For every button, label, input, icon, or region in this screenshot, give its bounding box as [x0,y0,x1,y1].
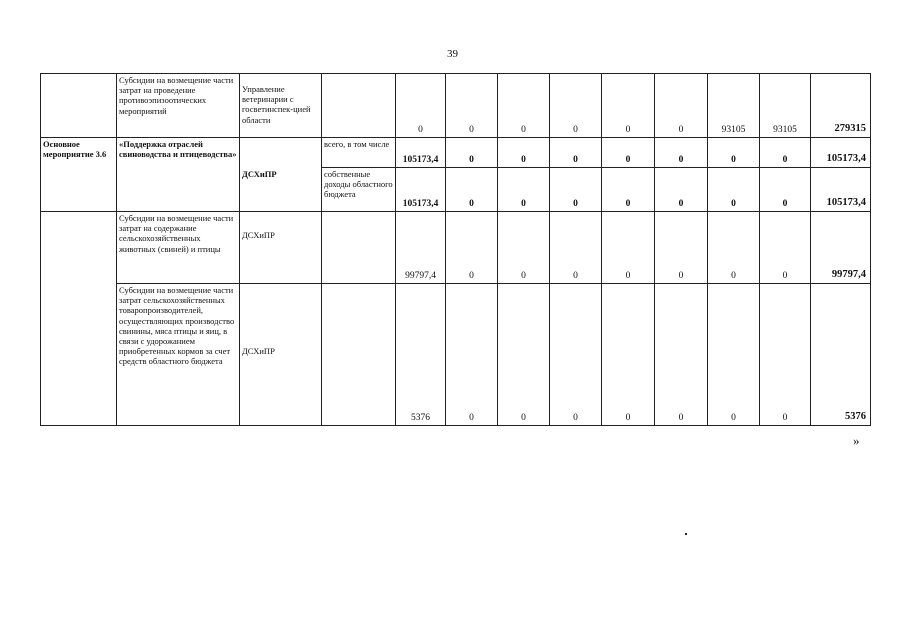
value-cell: 0 [446,168,498,212]
value-cell: 0 [708,212,760,284]
event-cell [41,74,117,138]
closing-quote: » [853,433,860,448]
value-cell: 0 [602,74,655,138]
value-cell: 0 [550,138,602,168]
measure-name: Субсидии на возмещение части затрат на проведение противоэпизоотических мероприятий [117,74,240,138]
value-cell: 0 [708,138,760,168]
value-cell: 0 [550,284,602,426]
value-cell: 0 [602,212,655,284]
value-cell: 0 [498,212,550,284]
value-cell: 0 [602,138,655,168]
total-cell: 105173,4 [811,138,871,168]
value-cell: 0 [396,74,446,138]
value-cell: 0 [655,138,708,168]
budget-table [40,73,871,426]
total-cell: 105173,4 [811,168,871,212]
executor-cell: ДСХиПР [240,138,322,212]
value-cell: 0 [550,74,602,138]
source-cell [322,74,396,138]
value-cell: 0 [550,168,602,212]
scan-speck [685,533,687,535]
total-cell: 5376 [811,284,871,426]
value-cell: 0 [760,212,811,284]
source-cell [322,212,396,284]
value-cell: 0 [498,138,550,168]
executor-cell: ДСХиПР [240,212,322,284]
executor-cell: ДСХиПР [240,284,322,426]
value-cell: 0 [446,138,498,168]
value-cell: 0 [655,212,708,284]
value-cell: 105173,4 [396,168,446,212]
value-cell: 0 [760,168,811,212]
value-cell: 0 [498,74,550,138]
source-cell: собственные доходы областного бюджета [322,168,396,212]
measure-name: «Поддержка отраслей свиноводства и птицеводства» [117,138,240,212]
value-cell: 0 [446,212,498,284]
executor-cell: Управление ветеринарии с госветинспек-цией области [240,74,322,138]
value-cell: 0 [446,284,498,426]
table-row [41,284,871,426]
value-cell: 99797,4 [396,212,446,284]
value-cell: 0 [602,284,655,426]
value-cell: 0 [498,284,550,426]
value-cell: 0 [655,284,708,426]
measure-name: Субсидии на возмещение части затрат сельскохозяйственных товаропроизводителей, осуществляющих производство свинины, мяса птицы и яиц, в связи с удорожанием приобретенных кормов за счет средств областного бюджета [117,284,240,426]
value-cell: 5376 [396,284,446,426]
value-cell: 0 [498,168,550,212]
value-cell: 0 [446,74,498,138]
value-cell: 93105 [760,74,811,138]
value-cell: 93105 [708,74,760,138]
event-cell [41,212,117,426]
total-cell: 99797,4 [811,212,871,284]
measure-name: Субсидии на возмещение части затрат на содержание сельскохозяйственных животных (свиней) и птицы [117,212,240,284]
total-cell: 279315 [811,74,871,138]
value-cell: 0 [708,168,760,212]
table-row [41,212,871,284]
value-cell: 0 [550,212,602,284]
value-cell: 0 [760,284,811,426]
page-number: 39 [447,48,458,60]
value-cell: 0 [655,74,708,138]
table-row [41,138,871,168]
value-cell: 0 [655,168,708,212]
source-cell [322,284,396,426]
value-cell: 0 [708,284,760,426]
table-row [41,74,871,138]
value-cell: 105173,4 [396,138,446,168]
value-cell: 0 [602,168,655,212]
value-cell: 0 [760,138,811,168]
main-event-label: Основное мероприятие 3.6 [41,138,117,212]
source-cell: всего, в том числе [322,138,396,168]
